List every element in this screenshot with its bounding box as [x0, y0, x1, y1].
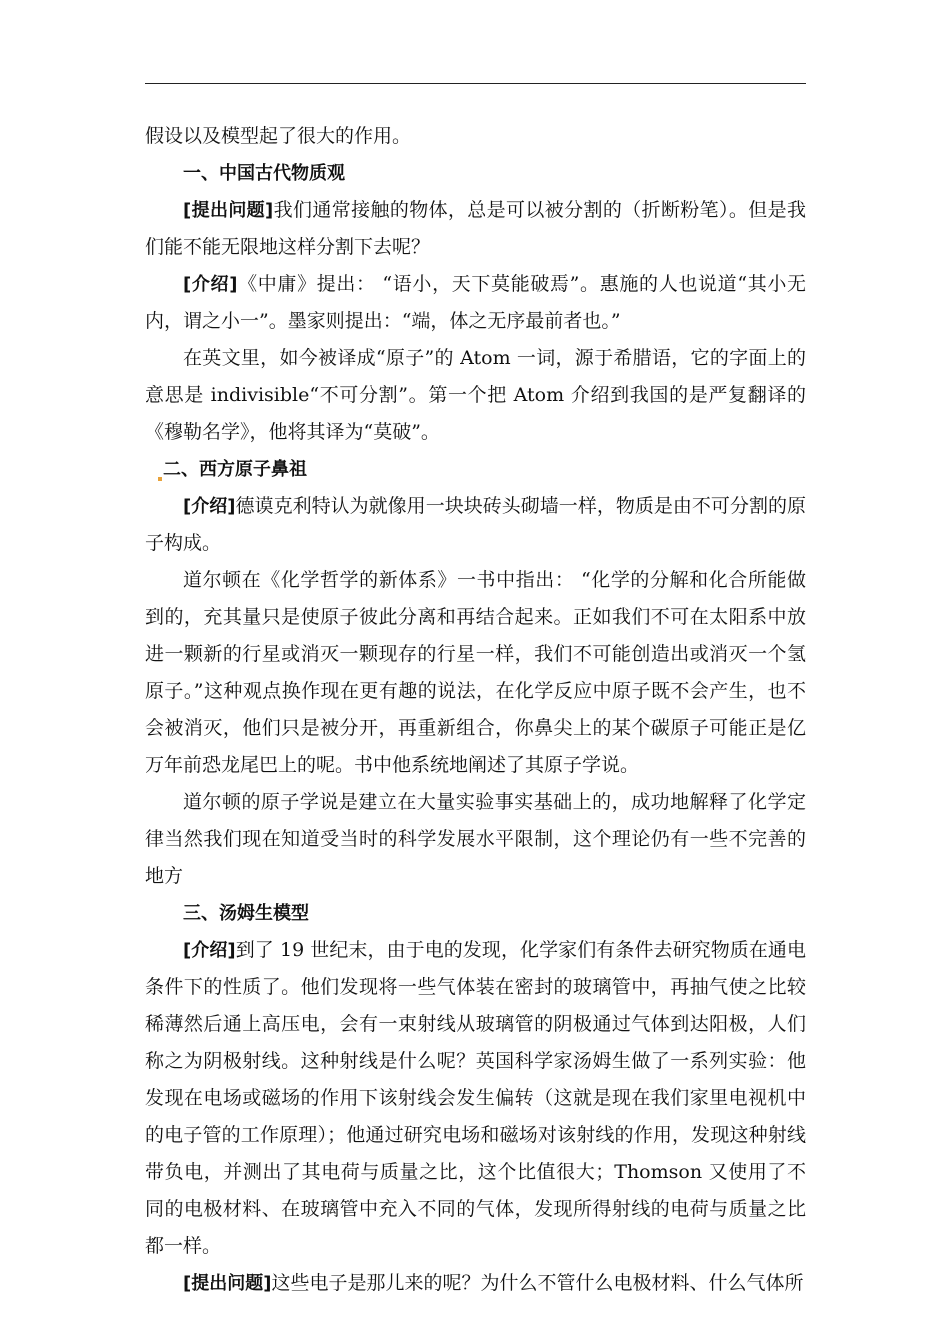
paragraph-atom: 在英文里，如今被译成“原子”的 Atom 一词，源于希腊语，它的字面上的意思是 indivisible“不可分割”。第一个把 Atom 介绍到我国的是严复翻译的《穆勒名学》，他将其译为“莫破”。 [145, 347, 806, 443]
paragraph-text: 德谟克利特认为就像用一块块砖头砌墙一样，物质是由不可分割的原子构成。 [145, 495, 807, 554]
paragraph-question-2 [145, 1265, 806, 1302]
document-body [145, 118, 806, 1302]
intro-tag: [介绍] [183, 940, 236, 961]
edit-mark [158, 477, 162, 481]
paragraph-dalton: 道尔顿在《化学哲学的新体系》一书中指出： “化学的分解和化合所能做到的，充其量只是使原子彼此分离和再结合起来。正如我们不可在太阳系中放进一颗新的行星或消灭一颗现存的行星一样，我们不可能创造出或消灭一个氢原子。”这种观点换作现在更有趣的说法，在化学反应中原子既不会产生，也不会被消灭，他们只是被分开，再重新组合，你鼻尖上的某个碳原子可能正是亿万年前恐龙尾巴上的呢。书中他系统地阐述了其原子学说。 [145, 569, 806, 776]
paragraph-intro-zhongyong [145, 266, 806, 340]
paragraph-text: 这些电子是那儿来的呢？为什么不管什么电极材料、什么气体所 [271, 1272, 804, 1294]
paragraph-question-1 [145, 192, 806, 266]
paragraph-text: 到了 19 世纪末，由于电的发现，化学家们有条件去研究物质在通电条件下的性质了。他们发现将一些气体装在密封的玻璃管中，再抽气使之比较稀薄然后通上高压电，会有一束射线从玻璃管的阴极通过气体到达阳极，人们称之为阴极射线。这种射线是什么呢？英国科学家汤姆生做了一系列实验：他发现在电场或磁场的作用下该射线会发生偏转（这就是现在我们家里电视机中的电子管的工作原理）；他通过研究电场和磁场对该射线的作用，发现这种射线带负电，并测出了其电荷与质量之比，这个比值很大；Thomson 又使用了不同的电极材料、在玻璃管中充入不同的气体，发现所得射线的电荷与质量之比都一样。 [145, 939, 807, 1257]
question-tag: [提出问题] [183, 200, 274, 221]
paragraph-thomson [145, 932, 806, 1265]
intro-tag: [介绍] [183, 274, 238, 295]
paragraph-text: 我们通常接触的物体，总是可以被分割的（折断粉笔）。但是我们能不能无限地这样分割下去呢？ [145, 199, 806, 258]
header-rule [145, 83, 806, 84]
paragraph-dalton-theory: 道尔顿的原子学说是建立在大量实验事实基础上的，成功地解释了化学定律当然我们现在知道受当时的科学发展水平限制，这个理论仍有一些不完善的地方 [145, 791, 806, 887]
paragraph-democritus [145, 488, 806, 562]
intro-tag: [介绍] [183, 496, 236, 517]
question-tag: [提出问题] [183, 1273, 272, 1294]
intro-line: 假设以及模型起了很大的作用。 [145, 125, 412, 147]
section-heading-2 [145, 451, 806, 488]
section-heading-3: 三、汤姆生模型 [183, 903, 309, 924]
paragraph-text: 《中庸》提出： “语小，天下莫能破焉”。惠施的人也说道“其小无内，谓之小一”。墨家则提出：“端，体之无序最前者也。” [145, 273, 807, 332]
heading-text: 二、西方原子鼻祖 [163, 459, 307, 480]
section-heading-1: 一、中国古代物质观 [183, 163, 345, 184]
